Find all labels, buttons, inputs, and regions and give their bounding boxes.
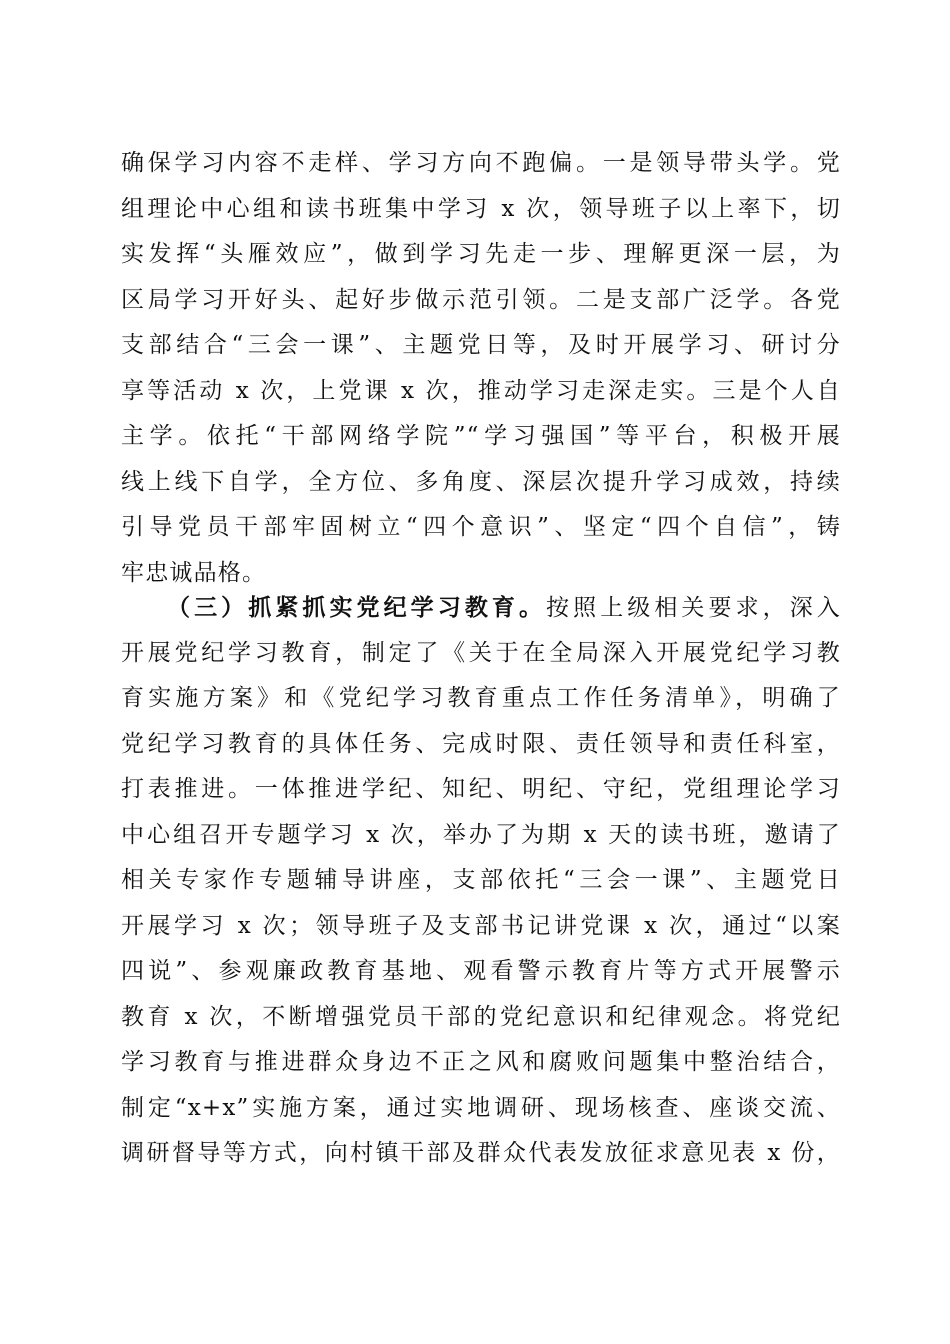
text-line: 实发挥“头雁效应”，做到学习先走一步、理解更深一层，为 — [121, 241, 841, 267]
text-line: 相关专家作专题辅导讲座，支部依托“三会一课”、主题党日 — [121, 867, 841, 893]
text-run: 按照上级相关要求，深入 — [546, 595, 841, 621]
text-line: 组理论中心组和读书班集中学习 x 次，领导班子以上率下，切 — [121, 195, 841, 222]
text-line: 确保学习内容不走样、学习方向不跑偏。一是领导带头学。党 — [121, 150, 841, 176]
text-line: 开展学习 x 次；领导班子及支部书记讲党课 x 次，通过“以案 — [121, 912, 841, 939]
text-line: 学习教育与推进群众身边不正之风和腐败问题集中整治结合， — [121, 1049, 841, 1075]
text-line: 党纪学习教育的具体任务、完成时限、责任领导和责任科室， — [121, 730, 841, 757]
text-line: 教育 x 次，不断增强党员干部的党纪意识和纪律观念。将党纪 — [121, 1003, 841, 1030]
paragraph-study-methods — [121, 141, 841, 596]
text-line: 区局学习开好头、起好步做示范引领。二是支部广泛学。各党 — [121, 286, 841, 313]
text-line: 线上线下自学，全方位、多角度、深层次提升学习成效，持续 — [121, 468, 841, 495]
text-line: 主学。依托“干部网络学院”“学习强国”等平台，积极开展 — [121, 423, 841, 449]
text-line: 四说”、参观廉政教育基地、观看警示教育片等方式开展警示 — [121, 958, 841, 984]
text-line: 享等活动 x 次，上党课 x 次，推动学习走深走实。三是个人自 — [121, 377, 841, 404]
text-line: 制定“x+x”实施方案，通过实地调研、现场核查、座谈交流、 — [121, 1094, 841, 1121]
section-heading: （三）抓紧抓实党纪学习教育。 — [167, 594, 547, 621]
text-line-first — [121, 585, 841, 631]
text-line: 育实施方案》和《党纪学习教育重点工作任务清单》，明确了 — [121, 685, 841, 711]
text-line: 调研督导等方式，向村镇干部及群众代表发放征求意见表 x 份， — [121, 1140, 841, 1166]
text-line: 中心组召开专题学习 x 次，举办了为期 x 天的读书班，邀请了 — [121, 821, 841, 848]
text-line: 打表推进。一体推进学纪、知纪、明纪、守纪，党组理论学习 — [121, 776, 841, 802]
paragraph-party-discipline-education — [121, 585, 841, 1177]
text-line: 开展党纪学习教育，制定了《关于在全局深入开展党纪学习教 — [121, 639, 841, 666]
text-line: 牢忠诚品格。 — [121, 559, 267, 586]
text-line: 支部结合“三会一课”、主题党日等，及时开展学习、研讨分 — [121, 332, 841, 358]
text-line: 引导党员干部牢固树立“四个意识”、坚定“四个自信”，铸 — [121, 514, 841, 540]
